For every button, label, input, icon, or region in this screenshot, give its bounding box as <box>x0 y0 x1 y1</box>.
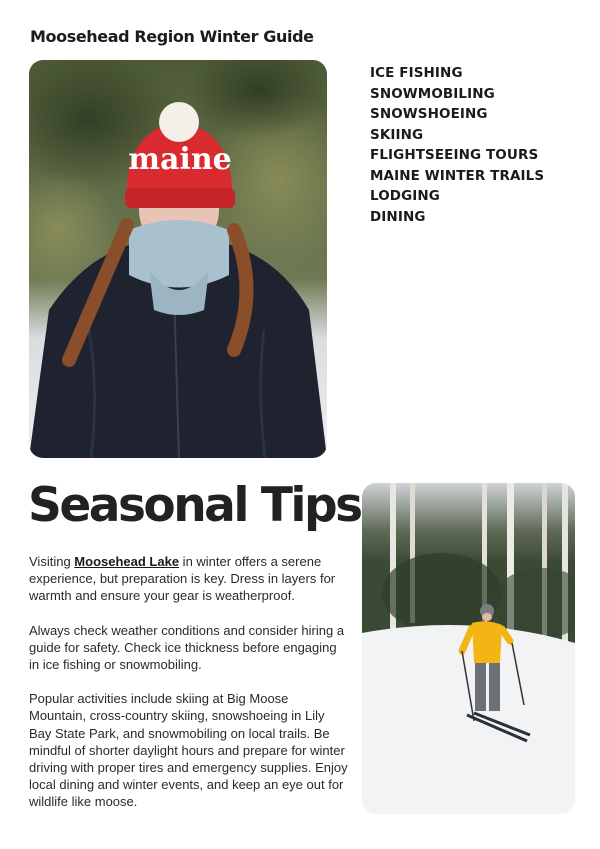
nav-item-lodging[interactable]: LODGING <box>370 188 440 204</box>
paragraph-1: Visiting Moosehead Lake in winter offers a serene experience, but preparation is key. Dress in layers for warmth and ensure your gear is weatherproof. <box>29 554 336 604</box>
nav-item-snowmobiling[interactable]: SNOWMOBILING <box>370 85 495 102</box>
paragraph-2: Always check weather conditions and consider hiring a guide for safety. Check ice thickness before engaging in ice fishing or snowmobiling. <box>29 622 345 673</box>
nav-item-ice-fishing[interactable]: ICE FISHING <box>370 65 463 81</box>
section-title: Seasonal Tips <box>28 478 361 533</box>
activity-nav <box>370 63 544 227</box>
hat-text: maine <box>128 142 232 177</box>
moosehead-lake-link[interactable]: Moosehead Lake <box>74 554 180 569</box>
nav-item-snowshoeing[interactable]: SNOWSHOEING <box>370 106 488 122</box>
nav-item-maine-winter-trails[interactable]: MAINE WINTER TRAILS <box>370 167 545 184</box>
portrait-photo <box>29 60 327 458</box>
paragraph-3: Popular activities include skiing at Big Moose Mountain, cross-country skiing, snowshoeing in Lily Bay State Park, and snowmobiling on local trails. Be mindful of shorter daylight hours and prepare for winter driving with proper tires and emergency supplies. Enjoy local dining and winter events, and keep an eye out for wildlife like moose. <box>29 691 348 810</box>
nav-item-skiing[interactable]: SKIING <box>370 126 424 143</box>
nav-item-dining[interactable]: DINING <box>370 208 426 225</box>
nav-item-flightseeing-tours[interactable]: FLIGHTSEEING TOURS <box>370 147 539 163</box>
section-body <box>29 553 349 828</box>
skier-photo <box>362 483 575 814</box>
page-title: Moosehead Region Winter Guide <box>30 27 314 46</box>
